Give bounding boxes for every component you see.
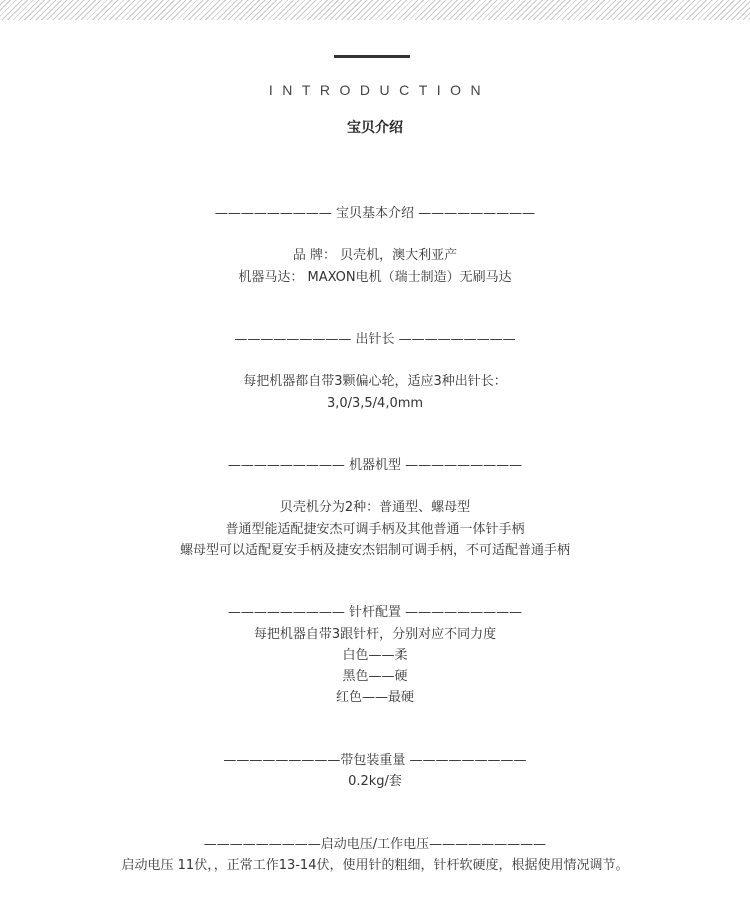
section-line: 白色——柔 bbox=[342, 648, 408, 663]
section-title-voltage: —————————启动电压/工作电压————————— bbox=[203, 837, 547, 852]
section-line: 启动电压 11伏，，正常工作13-14伏，使用针的粗细，针杆软硬度，根据使用情况调节。 bbox=[121, 858, 629, 873]
section-line: 每把机器都自带3颗偏心轮，适应3种出针长： bbox=[243, 374, 507, 389]
section-line: 普通型能适配捷安杰可调手柄及其他普通一体针手柄 bbox=[225, 522, 525, 537]
section-line: 贝壳机分为2种：普通型、螺母型 bbox=[279, 500, 471, 515]
section-title-needle-bar-config: ————————— 针杆配置 ————————— bbox=[227, 605, 523, 620]
section-title-needle-length: ————————— 出针长 ————————— bbox=[234, 332, 516, 347]
decorative-stripe-bar bbox=[0, 0, 750, 20]
section-line: 品 牌： 贝壳机，澳大利亚产 bbox=[292, 248, 458, 263]
section-line: 0.2kg/套 bbox=[348, 774, 402, 789]
section-line: 螺母型可以适配夏安手柄及捷安杰铝制可调手柄，不可适配普通手柄 bbox=[179, 543, 570, 558]
section-title-basic-info: ————————— 宝贝基本介绍 ————————— bbox=[214, 206, 536, 221]
section-line: 黑色——硬 bbox=[342, 669, 408, 684]
section-title-packaged-weight: —————————带包装重量 ————————— bbox=[223, 753, 527, 768]
intro-label: INTRODUCTION bbox=[268, 82, 491, 98]
section-line: 机器马达： MAXON电机（瑞士制造）无刷马达 bbox=[238, 270, 512, 285]
section-line: 红色——最硬 bbox=[335, 690, 414, 705]
header-rule bbox=[334, 55, 410, 58]
section-line: 3,0/3,5/4,0mm bbox=[326, 396, 424, 411]
section-title-machine-models: ————————— 机器机型 ————————— bbox=[227, 458, 523, 473]
page-title: 宝贝介绍 bbox=[347, 120, 403, 136]
section-line: 每把机器自带3跟针杆，分别对应不同力度 bbox=[253, 627, 497, 642]
